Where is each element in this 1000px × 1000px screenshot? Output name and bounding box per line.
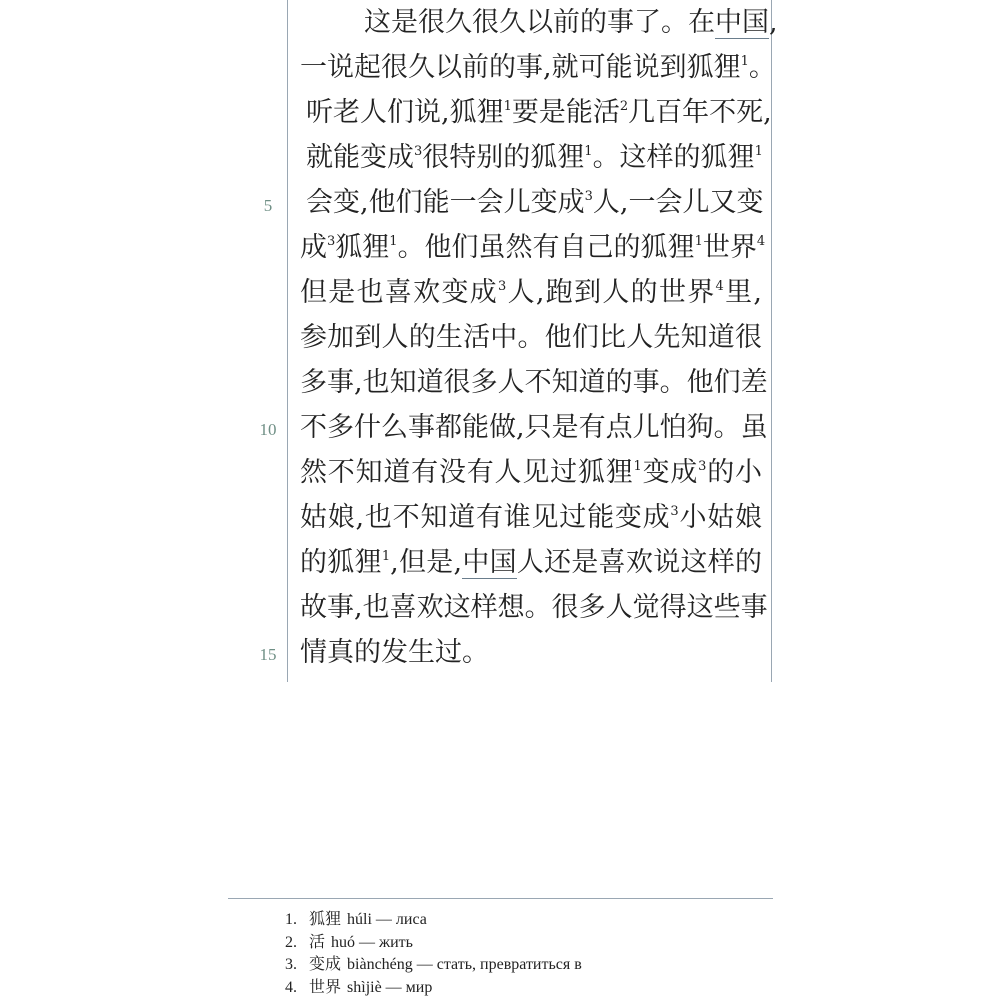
text-run: 狐狸 [335, 232, 390, 263]
footnote-ref: 1 [633, 459, 642, 474]
text-run: 成 [300, 232, 327, 263]
text-run: 的小 [706, 457, 763, 488]
footnote-item [285, 932, 582, 955]
text-run: 姑娘,也不知道有谁见过能变成 [300, 502, 671, 533]
footnote-item [285, 977, 582, 1000]
text-run: 参加到人的生活中。他们比人先知道很 [300, 322, 762, 353]
passage-line [300, 495, 762, 540]
passage-line [300, 225, 766, 270]
text-run: 人还是喜欢说这样的 [516, 547, 763, 578]
passage-line [300, 540, 762, 585]
footnote-ref: 3 [414, 144, 423, 159]
footnote-gloss: huó — жить [331, 933, 413, 951]
footnote-term: 狐狸 [309, 911, 342, 928]
text-run: 几百年不死, [628, 97, 772, 128]
footnote-ref: 3 [498, 279, 507, 294]
passage-line [300, 450, 762, 495]
text-run: 。这样的狐狸 [592, 142, 755, 173]
text-run: 里, [723, 277, 762, 308]
footnote-gloss: shìjiè — мир [347, 978, 433, 996]
line-number: 10 [259, 420, 277, 439]
passage-line [300, 630, 762, 675]
footnote-gloss: húli — лиса [347, 911, 427, 928]
footnote-number: 1. [285, 911, 297, 928]
line-number: 5 [263, 196, 273, 215]
text-run: 然不知道有没有人见过狐狸 [300, 457, 634, 488]
footnotes [285, 909, 582, 999]
footnote-ref: 1 [694, 234, 703, 249]
footnote-ref: 4 [756, 234, 766, 249]
text-run: 的狐狸 [300, 547, 382, 578]
footnote-ref: 2 [619, 99, 629, 114]
text-run: 听老人们说,狐狸 [306, 97, 504, 128]
text-run: 人,一会儿又变 [592, 187, 764, 218]
passage-line [300, 45, 776, 90]
text-run: 很特别的狐狸 [422, 142, 585, 173]
text-run: 小姑娘 [678, 502, 762, 533]
text-run: 就能变成 [306, 142, 414, 173]
footnote-ref: 3 [584, 189, 593, 204]
footnote-number: 3. [285, 956, 297, 973]
passage-line [300, 360, 768, 405]
passage-line [306, 135, 762, 180]
text-run: 人,跑到人的世界 [506, 277, 716, 308]
text-run: 多事,也知道很多人不知道的事。他们差 [300, 367, 768, 398]
passage-line [300, 585, 768, 630]
text-run: 这是很久很久以前的事了。在 [364, 7, 715, 38]
text-run: ,但是, [390, 547, 463, 578]
footnote-ref: 1 [584, 144, 593, 159]
passage-line [306, 180, 762, 225]
passage-line [300, 315, 762, 360]
line-number: 15 [259, 645, 277, 664]
footnote-ref: 3 [698, 459, 707, 474]
footnote-ref: 1 [381, 549, 391, 564]
footnote-ref: 1 [754, 144, 763, 159]
footnote-ref: 1 [740, 54, 749, 69]
text-run: 会变,他们能一会儿变成 [306, 187, 585, 218]
footnote-number: 2. [285, 933, 297, 951]
text-run: 世界 [702, 232, 757, 263]
left-margin-rule [287, 0, 288, 682]
text-run: 一说起很久以前的事,就可能说到狐狸 [300, 52, 741, 83]
passage-line [364, 0, 778, 45]
proper-name: 中国 [715, 7, 769, 38]
text-run: 不多什么事都能做,只是有点儿怕狗。虽 [300, 412, 768, 443]
text-run: 变成 [641, 457, 699, 488]
footnote-term: 世界 [309, 978, 342, 996]
text-run: 要是能活 [511, 97, 620, 128]
footnote-item [285, 909, 582, 932]
text-run: 情真的发生过。 [300, 637, 489, 668]
footnote-ref: 4 [715, 279, 724, 294]
footnote-ref: 3 [327, 234, 336, 249]
passage-line [300, 270, 762, 315]
footnote-ref: 3 [670, 504, 679, 519]
text-run: 故事,也喜欢这样想。很多人觉得这些事 [300, 592, 768, 623]
text-run: 。 [748, 52, 776, 83]
text-run: 。他们虽然有自己的狐狸 [397, 232, 695, 263]
footnote-divider [228, 898, 773, 899]
footnote-ref: 1 [389, 234, 398, 249]
footnote-gloss: biànchéng — стать, превратиться в [347, 956, 582, 973]
proper-name: 中国 [462, 547, 517, 578]
footnote-item [285, 954, 582, 977]
passage-line [300, 405, 768, 450]
footnote-ref: 1 [503, 99, 512, 114]
footnote-number: 4. [285, 978, 297, 996]
text-run: 但是也喜欢变成 [300, 277, 499, 308]
passage-line [306, 90, 772, 135]
text-run: , [769, 7, 778, 38]
footnote-term: 活 [309, 933, 326, 951]
footnote-term: 变成 [309, 956, 342, 973]
